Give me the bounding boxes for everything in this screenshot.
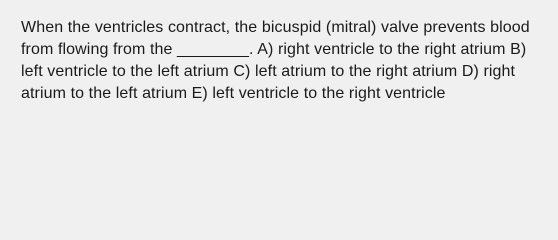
question-text: When the ventricles contract, the bicuspid (mitral) valve prevents blood from flowing from the ________. A) right ventricle to the right atrium B) left ventricle to the left atrium C) left atrium to the right atrium D) right atrium to the left atrium E) left ventricle to the right ventricle	[21, 19, 530, 102]
